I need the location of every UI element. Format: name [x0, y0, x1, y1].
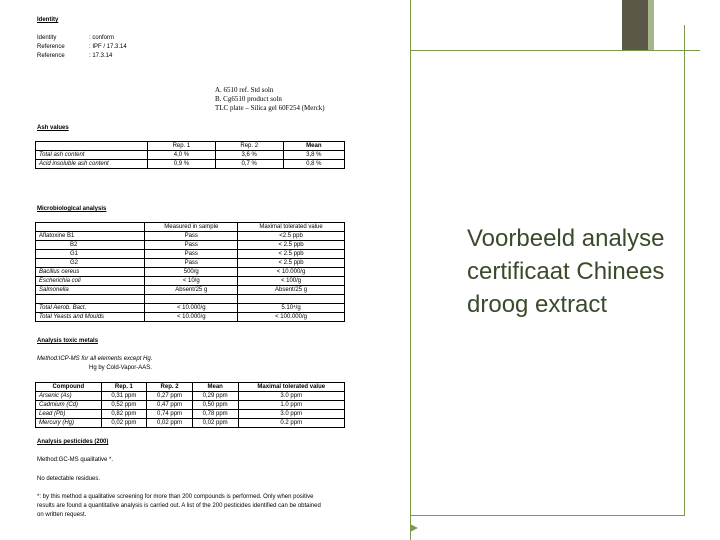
table-cell: Mercury (Hg) — [36, 419, 102, 428]
table-cell — [36, 295, 145, 304]
table-cell: <2.5 ppb — [238, 232, 345, 241]
table-cell: Arsenic (As) — [36, 392, 102, 401]
table-cell: 500/g — [145, 268, 238, 277]
table-cell: Total Aerob. Bact. — [36, 304, 145, 313]
column-header: Measured in sample — [145, 223, 238, 232]
table-cell: Pass — [145, 232, 238, 241]
table-row — [36, 277, 345, 286]
table-cell — [238, 295, 345, 304]
table-cell: < 10.000/g — [238, 268, 345, 277]
table-cell: 0,27 ppm — [147, 392, 193, 401]
table-cell: < 2.5 ppb — [238, 241, 345, 250]
table-cell — [145, 295, 238, 304]
table-cell: 3.0 ppm — [238, 410, 345, 419]
frame-line-bottom — [410, 515, 685, 516]
table-cell: < 10.000/g — [145, 304, 238, 313]
pesticides-footnote-3: on written request. — [37, 512, 87, 518]
table-cell: 0,9 % — [148, 160, 216, 169]
table-row — [36, 401, 345, 410]
table-row — [36, 410, 345, 419]
identity-label: Identity — [37, 35, 57, 41]
column-header: Rep. 1 — [148, 142, 216, 151]
table-row — [36, 232, 345, 241]
table-row — [36, 151, 345, 160]
column-header: Compound — [36, 383, 102, 392]
table-cell: < 100.000/g — [238, 313, 345, 322]
pesticides-footnote-2: results are found a quantitative analysis is carried out. A list of the 200 pesticides identified can be obtained — [37, 503, 321, 509]
table-cell: 0.2 ppm — [238, 419, 345, 428]
table-cell: 0,02 ppm — [192, 419, 238, 428]
table-row — [36, 313, 345, 322]
table-cell: 0,8 % — [283, 160, 344, 169]
micro-table — [35, 222, 345, 322]
table-cell: 3,8 % — [283, 151, 344, 160]
table-row — [36, 304, 345, 313]
table-header-row — [36, 383, 345, 392]
frame-line-left — [410, 0, 411, 540]
table-cell: 5.10⁴/g — [238, 304, 345, 313]
table-cell: 0,47 ppm — [147, 401, 193, 410]
table-row — [36, 295, 345, 304]
tlc-plate: TLC plate – Silica gel 60F254 (Merck) — [215, 104, 325, 112]
table-cell: B2 — [36, 241, 145, 250]
table-row — [36, 241, 345, 250]
table-row — [36, 268, 345, 277]
identity-heading: Identity — [37, 17, 59, 23]
table-cell: Pass — [145, 259, 238, 268]
table-header-row — [36, 223, 345, 232]
metals-method-line-2: Hg by Cold-Vapor-AAS. — [89, 365, 152, 371]
table-cell: Absent/25 g — [238, 286, 345, 295]
table-row — [36, 419, 345, 428]
table-row — [36, 392, 345, 401]
table-row — [36, 250, 345, 259]
table-cell: Pass — [145, 250, 238, 259]
frame-line-top — [410, 50, 700, 51]
table-row — [36, 259, 345, 268]
table-cell: < 2.5 ppb — [238, 259, 345, 268]
reference-value-1: : IPF / 17.3.14 — [89, 44, 127, 50]
table-row — [36, 160, 345, 169]
table-cell: < 10.000/g — [145, 313, 238, 322]
tlc-line-b: B. Cg6510 product soln — [215, 95, 282, 103]
caption-line-3: droog extract — [467, 291, 608, 318]
table-cell: G1 — [36, 250, 145, 259]
table-cell: Bacillus cereus — [36, 268, 145, 277]
column-header: Mean — [192, 383, 238, 392]
table-cell: Acid insoluble ash content — [36, 160, 148, 169]
table-cell: 0,52 ppm — [101, 401, 147, 410]
accent-block-light — [648, 0, 654, 50]
column-header — [36, 223, 145, 232]
table-cell: Salmonella — [36, 286, 145, 295]
table-cell: Pass — [145, 241, 238, 250]
column-header: Rep. 1 — [101, 383, 147, 392]
table-cell: Total Yeasts and Moulds — [36, 313, 145, 322]
table-cell: Total ash content — [36, 151, 148, 160]
table-cell: 0,29 ppm — [192, 392, 238, 401]
table-cell: 0,7 % — [215, 160, 283, 169]
bullet-arrow-icon — [410, 524, 418, 532]
column-header: Maximal tolerated value — [238, 223, 345, 232]
pesticides-result: No detectable residues. — [37, 476, 101, 482]
metals-heading: Analysis toxic metals — [37, 338, 99, 344]
table-cell: < 2.5 ppb — [238, 250, 345, 259]
table-cell: G2 — [36, 259, 145, 268]
identity-value: : conform — [89, 35, 115, 41]
table-cell: < 10/g — [145, 277, 238, 286]
metals-table — [35, 382, 345, 428]
table-cell: 3.0 ppm — [238, 392, 345, 401]
table-cell: < 100/g — [238, 277, 345, 286]
reference-value-2: : 17.3.14 — [89, 53, 113, 59]
ash-heading: Ash values — [37, 125, 69, 131]
column-header — [36, 142, 148, 151]
tlc-line-a: A. 6510 ref. Std soln — [215, 86, 274, 94]
table-cell: 1.0 ppm — [238, 401, 345, 410]
caption-line-2: certificaat Chinees — [467, 258, 665, 285]
table-cell: 0,02 ppm — [101, 419, 147, 428]
table-cell: 0,31 ppm — [101, 392, 147, 401]
table-cell: 0,02 ppm — [147, 419, 193, 428]
column-header: Maximal tolerated value — [238, 383, 345, 392]
pesticides-heading: Analysis pesticides (200) — [37, 439, 109, 445]
table-cell: 4,0 % — [148, 151, 216, 160]
table-cell: 0,78 ppm — [192, 410, 238, 419]
column-header: Rep. 2 — [215, 142, 283, 151]
slide-caption — [467, 222, 717, 321]
column-header: Rep. 2 — [147, 383, 193, 392]
table-cell: 0,82 ppm — [101, 410, 147, 419]
table-cell: 3,6 % — [215, 151, 283, 160]
table-cell: Cadmium (Cd) — [36, 401, 102, 410]
accent-block-dark — [622, 0, 648, 50]
metals-method-line-1: Method:ICP-MS for all elements except Hg. — [37, 356, 153, 362]
table-cell: Lead (Pb) — [36, 410, 102, 419]
caption-line-1: Voorbeeld analyse — [467, 225, 665, 252]
micro-heading: Microbiological analysis — [37, 206, 107, 212]
table-cell: 0,74 ppm — [147, 410, 193, 419]
column-header: Mean — [283, 142, 344, 151]
table-header-row — [36, 142, 345, 151]
reference-label-2: Reference — [37, 53, 65, 59]
table-cell: Aflatoxine B1 — [36, 232, 145, 241]
pesticides-method: Method:GC-MS qualitative *. — [37, 457, 114, 463]
table-cell: Escherichia coli — [36, 277, 145, 286]
reference-label-1: Reference — [37, 44, 65, 50]
table-cell: 0,50 ppm — [192, 401, 238, 410]
ash-table — [35, 141, 345, 169]
table-cell: Absent/25 g — [145, 286, 238, 295]
pesticides-footnote-1: *: by this method a qualitative screening for more than 200 compounds is performed. Only when positive — [37, 494, 314, 500]
table-row — [36, 286, 345, 295]
